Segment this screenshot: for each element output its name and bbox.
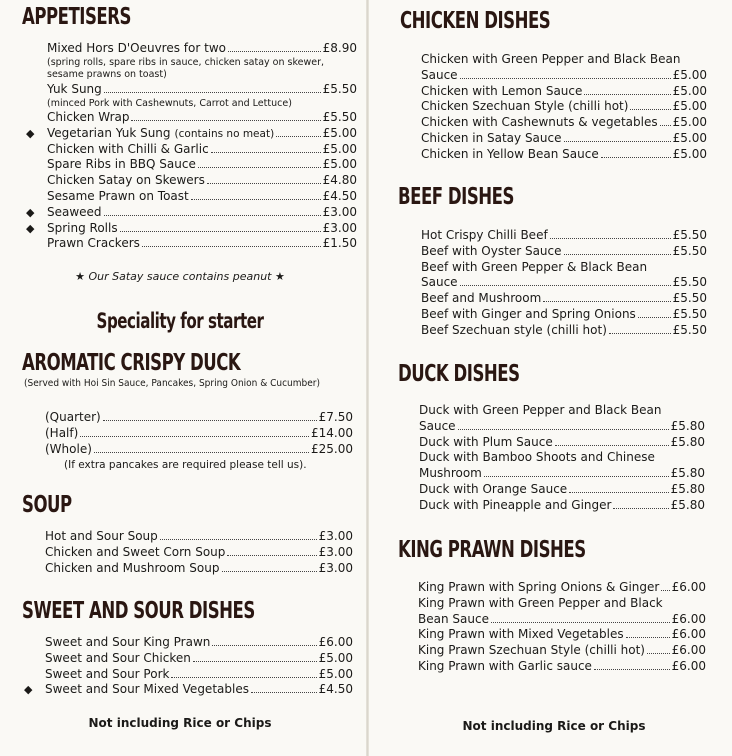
menu-item	[45, 635, 353, 651]
item-price: £5.50	[672, 275, 707, 290]
menu-item	[47, 189, 357, 205]
dot-leader	[484, 466, 669, 477]
item-price: £5.00	[672, 67, 707, 82]
item-name: Prawn Crackers	[47, 236, 140, 251]
menu-item	[419, 498, 705, 514]
item-name: Sauce	[421, 275, 458, 290]
beef-heading: BEEF DISHES	[398, 184, 514, 210]
dot-leader	[660, 115, 671, 126]
item-price: £25.00	[311, 441, 353, 456]
vegetarian-diamond-icon: ◆	[24, 683, 33, 697]
menu-item	[418, 580, 706, 596]
item-price: £6.00	[318, 635, 353, 649]
item-name: Vegetarian Yuk Sung	[47, 125, 171, 140]
dot-leader	[276, 126, 320, 137]
item-name: (Quarter)	[45, 410, 101, 424]
menu-item	[421, 99, 707, 115]
item-price: £5.00	[318, 650, 353, 665]
dot-leader	[80, 426, 309, 437]
menu-item	[421, 228, 707, 244]
item-price: £5.80	[670, 418, 705, 433]
item-name: Sweet and Sour Chicken	[45, 650, 191, 665]
menu-item	[45, 426, 353, 442]
item-price: £3.00	[318, 529, 353, 543]
menu-item	[418, 627, 706, 643]
item-price: £5.50	[672, 306, 707, 321]
item-name: Chicken with Cashewnuts & vegetables	[421, 115, 658, 130]
dot-leader	[160, 529, 317, 540]
menu-item-first-line: King Prawn with Green Pepper and Black	[418, 595, 663, 610]
item-name: Duck with Pineapple and Ginger	[419, 497, 612, 512]
item-name: (Whole)	[45, 441, 92, 456]
item-price: £5.50	[322, 110, 357, 125]
item-price: £3.00	[322, 204, 357, 219]
menu-item	[418, 659, 706, 675]
dot-leader	[103, 410, 317, 421]
item-name: Sweet and Sour Pork	[45, 666, 170, 681]
item-price: £6.00	[671, 627, 706, 642]
dot-leader	[564, 131, 671, 142]
item-name: Duck with Orange Sauce	[419, 481, 568, 496]
menu-item-first-line: Chicken with Green Pepper and Black Bean	[421, 52, 681, 66]
item-price: £5.00	[672, 115, 707, 130]
appetisers-list	[26, 41, 357, 252]
menu-item	[421, 115, 707, 131]
menu-item	[418, 612, 706, 628]
item-price: £5.00	[322, 157, 357, 172]
menu-item-first-line: Beef with Green Pepper & Black Bean	[421, 259, 648, 274]
dot-leader	[638, 307, 671, 318]
item-price: £5.80	[670, 481, 705, 496]
menu-item	[45, 410, 353, 426]
dot-leader	[555, 435, 669, 446]
dot-leader	[613, 498, 668, 509]
menu-item	[45, 442, 353, 458]
item-name: Chicken and Mushroom Soup	[45, 560, 220, 575]
item-price: £4.80	[322, 173, 357, 188]
item-name: Hot Crispy Chilli Beef	[421, 228, 548, 242]
item-name: Beef with Ginger and Spring Onions	[421, 306, 636, 321]
menu-item	[45, 667, 353, 683]
item-name: Chicken with Chilli & Garlic	[47, 141, 209, 156]
menu-item	[419, 482, 705, 498]
sweet-sour-heading: SWEET AND SOUR DISHES	[22, 598, 255, 624]
dot-leader	[198, 157, 321, 168]
item-name: Chicken Satay on Skewers	[47, 173, 205, 188]
item-name: Spare Ribs in BBQ Sauce	[47, 157, 196, 172]
item-price: £6.00	[671, 611, 706, 626]
item-name: Chicken Szechuan Style (chilli hot)	[421, 99, 629, 114]
item-name: Mushroom	[419, 466, 482, 481]
item-name: Sauce	[421, 67, 458, 82]
item-price: £5.00	[672, 99, 707, 114]
item-price: £5.50	[672, 322, 707, 337]
item-price: £3.00	[318, 560, 353, 575]
item-name: King Prawn with Spring Onions & Ginger	[418, 580, 660, 594]
item-name: Chicken Wrap	[47, 110, 130, 125]
item-price: £5.50	[672, 291, 707, 306]
dot-leader	[626, 627, 670, 638]
menu-item	[421, 244, 707, 260]
item-name: King Prawn with Garlic sauce	[418, 658, 592, 673]
item-price: £5.80	[670, 466, 705, 481]
aromatic-duck-heading: AROMATIC CRISPY DUCK	[22, 350, 241, 376]
item-price: £5.80	[670, 434, 705, 449]
aromatic-duck-description: (Served with Hoi Sin Sauce, Pancakes, Spring Onion & Cucumber)	[24, 378, 320, 389]
menu-item	[421, 131, 707, 147]
chicken-heading: CHICKEN DISHES	[400, 8, 551, 34]
item-name: Beef Szechuan style (chilli hot)	[421, 322, 607, 337]
soup-heading: SOUP	[22, 492, 72, 518]
dot-leader	[564, 244, 671, 255]
dot-leader	[131, 110, 320, 121]
item-price: £3.00	[318, 544, 353, 559]
item-price: £4.50	[318, 682, 353, 697]
item-description: (minced Pork with Cashewnuts, Carrot and Lettuce)	[47, 97, 292, 109]
item-price: £5.50	[672, 243, 707, 258]
dot-leader	[104, 82, 321, 93]
item-price: £4.50	[322, 189, 357, 204]
item-price: £7.50	[318, 410, 353, 424]
dot-leader	[609, 323, 671, 334]
appetisers-heading: APPETISERS	[22, 4, 131, 30]
dot-leader	[211, 142, 321, 153]
item-name: Yuk Sung	[47, 81, 102, 96]
sweet-sour-list	[24, 635, 353, 698]
item-price: £3.00	[322, 220, 357, 235]
item-name: Duck with Plum Sauce	[419, 434, 553, 449]
item-price: £6.00	[671, 580, 706, 594]
menu-item	[421, 84, 707, 100]
menu-item-first-line: Duck with Bamboo Shoots and Chinese	[419, 450, 655, 465]
item-name: Beef with Oyster Sauce	[421, 243, 562, 258]
pancake-note: (If extra pancakes are required please tell us).	[64, 459, 307, 471]
dot-leader	[543, 291, 670, 302]
dot-leader	[227, 545, 316, 556]
item-price: £5.00	[322, 141, 357, 156]
item-description: (spring rolls, spare ribs in sauce, chicken satay on skewer, sesame prawns on toast)	[47, 56, 325, 81]
menu-item	[421, 323, 707, 339]
dot-leader	[212, 635, 316, 646]
item-name: Sauce	[419, 418, 456, 433]
item-price: £5.50	[672, 228, 707, 242]
item-name: (Half)	[45, 425, 79, 440]
king-prawn-list	[418, 580, 706, 675]
dot-leader	[458, 419, 669, 430]
vegetarian-diamond-icon: ◆	[26, 221, 35, 235]
duck-portion-list	[45, 410, 353, 457]
menu-item	[421, 307, 707, 323]
duck-heading: DUCK DISHES	[398, 361, 520, 387]
menu-item	[418, 643, 706, 659]
item-name: Sweet and Sour King Prawn	[45, 635, 211, 649]
item-price: £6.00	[671, 658, 706, 673]
dot-leader	[661, 580, 669, 591]
dot-leader	[594, 659, 670, 670]
dot-leader	[104, 205, 321, 216]
chicken-list	[421, 52, 707, 163]
menu-item	[45, 561, 353, 577]
dot-leader	[569, 482, 668, 493]
item-price: £5.50	[322, 81, 357, 96]
dot-leader	[460, 275, 671, 286]
item-price: £8.90	[322, 41, 357, 55]
item-name: Sesame Prawn on Toast	[47, 189, 189, 204]
item-name: Sweet and Sour Mixed Vegetables	[45, 682, 249, 697]
menu-item	[47, 236, 357, 252]
left-footer-note: Not including Rice or Chips	[88, 716, 272, 730]
menu-item	[26, 125, 357, 142]
dot-leader	[142, 236, 321, 247]
menu-item	[419, 466, 705, 482]
page-fold	[366, 0, 369, 756]
item-name: Beef and Mushroom	[421, 291, 542, 306]
menu-item	[47, 82, 357, 98]
item-note: (contains no meat)	[174, 127, 275, 140]
menu-item-first-line: Duck with Green Pepper and Black Bean	[419, 403, 662, 417]
menu-item	[47, 110, 357, 126]
beef-list	[421, 228, 707, 339]
dot-leader	[630, 99, 670, 110]
item-name: Chicken with Lemon Sauce	[421, 83, 583, 98]
king-prawn-heading: KING PRAWN DISHES	[398, 537, 586, 563]
menu-item	[47, 173, 357, 189]
item-price: £5.00	[672, 146, 707, 161]
item-name: Seaweed	[47, 204, 102, 219]
menu-item	[47, 157, 357, 173]
item-price: £5.80	[670, 497, 705, 512]
dot-leader	[601, 147, 671, 158]
dot-leader	[171, 667, 316, 678]
dot-leader	[222, 561, 317, 572]
dot-leader	[94, 442, 309, 453]
satay-note: ★ Our Satay sauce contains peanut ★	[75, 270, 285, 283]
menu-item	[421, 275, 707, 291]
menu-item	[45, 651, 353, 667]
dot-leader	[120, 221, 321, 232]
vegetarian-diamond-icon: ◆	[26, 205, 35, 219]
menu-item	[47, 142, 357, 158]
item-name: Mixed Hors D'Oeuvres for two	[47, 41, 226, 55]
menu-item	[26, 220, 357, 237]
item-price: £5.00	[672, 130, 707, 145]
item-price: £5.00	[672, 83, 707, 98]
item-name: King Prawn Szechuan Style (chilli hot)	[418, 643, 645, 658]
item-price: £5.00	[318, 666, 353, 681]
soup-list	[45, 529, 353, 576]
duck-list	[419, 403, 705, 514]
item-name: Chicken in Yellow Bean Sauce	[421, 146, 599, 161]
item-price: £6.00	[671, 643, 706, 658]
speciality-heading: Speciality for starter	[96, 309, 264, 333]
dot-leader	[228, 41, 321, 52]
dot-leader	[550, 228, 671, 239]
item-name: Bean Sauce	[418, 611, 489, 626]
dot-leader	[207, 173, 321, 184]
dot-leader	[460, 68, 671, 79]
dot-leader	[251, 682, 317, 693]
dot-leader	[491, 612, 670, 623]
item-name: Spring Rolls	[47, 220, 118, 235]
menu-item	[26, 204, 357, 221]
dot-leader	[193, 651, 317, 662]
item-price: £5.00	[322, 125, 357, 140]
menu-item	[419, 419, 705, 435]
dot-leader	[584, 84, 670, 95]
item-price: £1.50	[322, 236, 357, 251]
dot-leader	[191, 189, 321, 200]
menu-item	[421, 291, 707, 307]
item-name: Hot and Sour Soup	[45, 529, 158, 543]
menu-item	[419, 435, 705, 451]
vegetarian-diamond-icon: ◆	[26, 126, 35, 140]
menu-item	[47, 41, 357, 57]
item-name: Chicken in Satay Sauce	[421, 130, 562, 145]
menu-item	[45, 529, 353, 545]
item-name: King Prawn with Mixed Vegetables	[418, 627, 624, 642]
menu-item	[421, 147, 707, 163]
item-price: £14.00	[311, 425, 353, 440]
menu-item	[45, 545, 353, 561]
right-footer-note: Not including Rice or Chips	[462, 719, 646, 733]
menu-item	[421, 68, 707, 84]
item-name: Chicken and Sweet Corn Soup	[45, 544, 226, 559]
menu-item	[24, 682, 353, 698]
dot-leader	[647, 643, 670, 654]
